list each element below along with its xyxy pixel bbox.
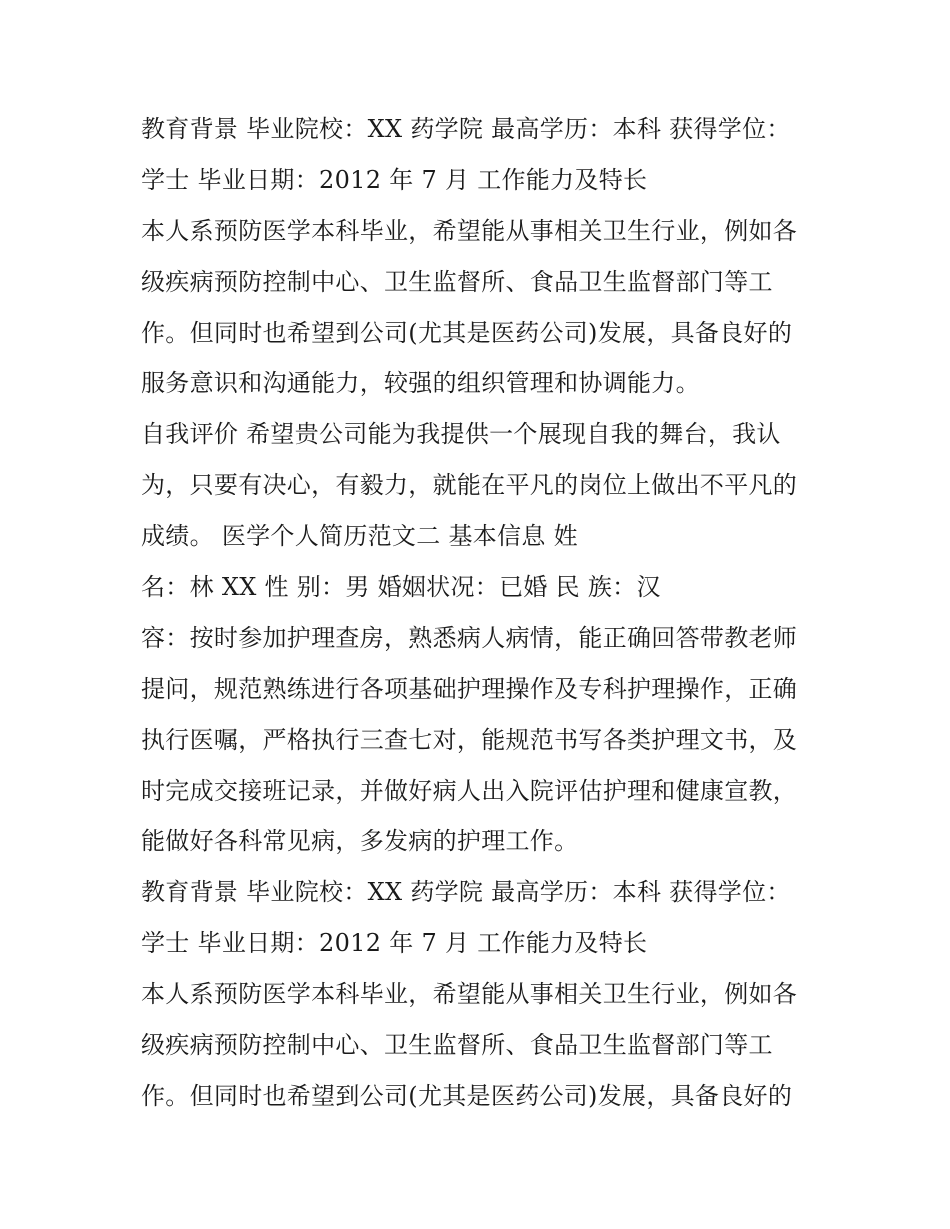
text-line: 本人系预防医学本科毕业，希望能从事相关卫生行业，例如各	[141, 216, 798, 245]
text-line: 成绩。 医学个人简历范文二 基本信息 姓	[141, 522, 578, 551]
text-line: 能做好各科常见病，多发病的护理工作。	[141, 827, 579, 856]
text-line: 自我评价 希望贵公司能为我提供一个展现自我的舞台，我认	[141, 420, 781, 449]
text-line: 教育背景 毕业院校：XX 药学院 最高学历：本科 获得学位：	[141, 878, 791, 907]
text-line: 提问，规范熟练进行各项基础护理操作及专科护理操作，正确	[141, 674, 798, 703]
text-line: 服务意识和沟通能力，较强的组织管理和协调能力。	[141, 369, 700, 398]
text-line: 作。但同时也希望到公司(尤其是医药公司)发展，具备良好的	[141, 1081, 793, 1110]
document-body	[141, 104, 841, 1122]
text-line: 名：林 XX 性 别：男 婚姻状况：已婚 民 族：汉	[141, 573, 661, 602]
text-line: 容：按时参加护理查房，熟悉病人病情，能正确回答带教老师	[141, 623, 798, 652]
text-line: 教育背景 毕业院校：XX 药学院 最高学历：本科 获得学位：	[141, 115, 791, 143]
text-line: 作。但同时也希望到公司(尤其是医药公司)发展，具备良好的	[141, 318, 793, 347]
text-line: 本人系预防医学本科毕业，希望能从事相关卫生行业，例如各	[141, 980, 798, 1009]
text-line: 执行医嘱，严格执行三查七对，能规范书写各类护理文书，及	[141, 725, 798, 754]
text-line: 级疾病预防控制中心、卫生监督所、食品卫生监督部门等工	[141, 267, 773, 296]
text-line: 学士 毕业日期：2012 年 7 月 工作能力及特长	[141, 929, 648, 958]
text-line: 级疾病预防控制中心、卫生监督所、食品卫生监督部门等工	[141, 1031, 773, 1060]
text-line: 学士 毕业日期：2012 年 7 月 工作能力及特长	[141, 165, 648, 194]
text-line: 为，只要有决心，有毅力，就能在平凡的岗位上做出不平凡的	[141, 471, 798, 500]
text-line: 时完成交接班记录，并做好病人出入院评估护理和健康宣教，	[141, 776, 798, 805]
